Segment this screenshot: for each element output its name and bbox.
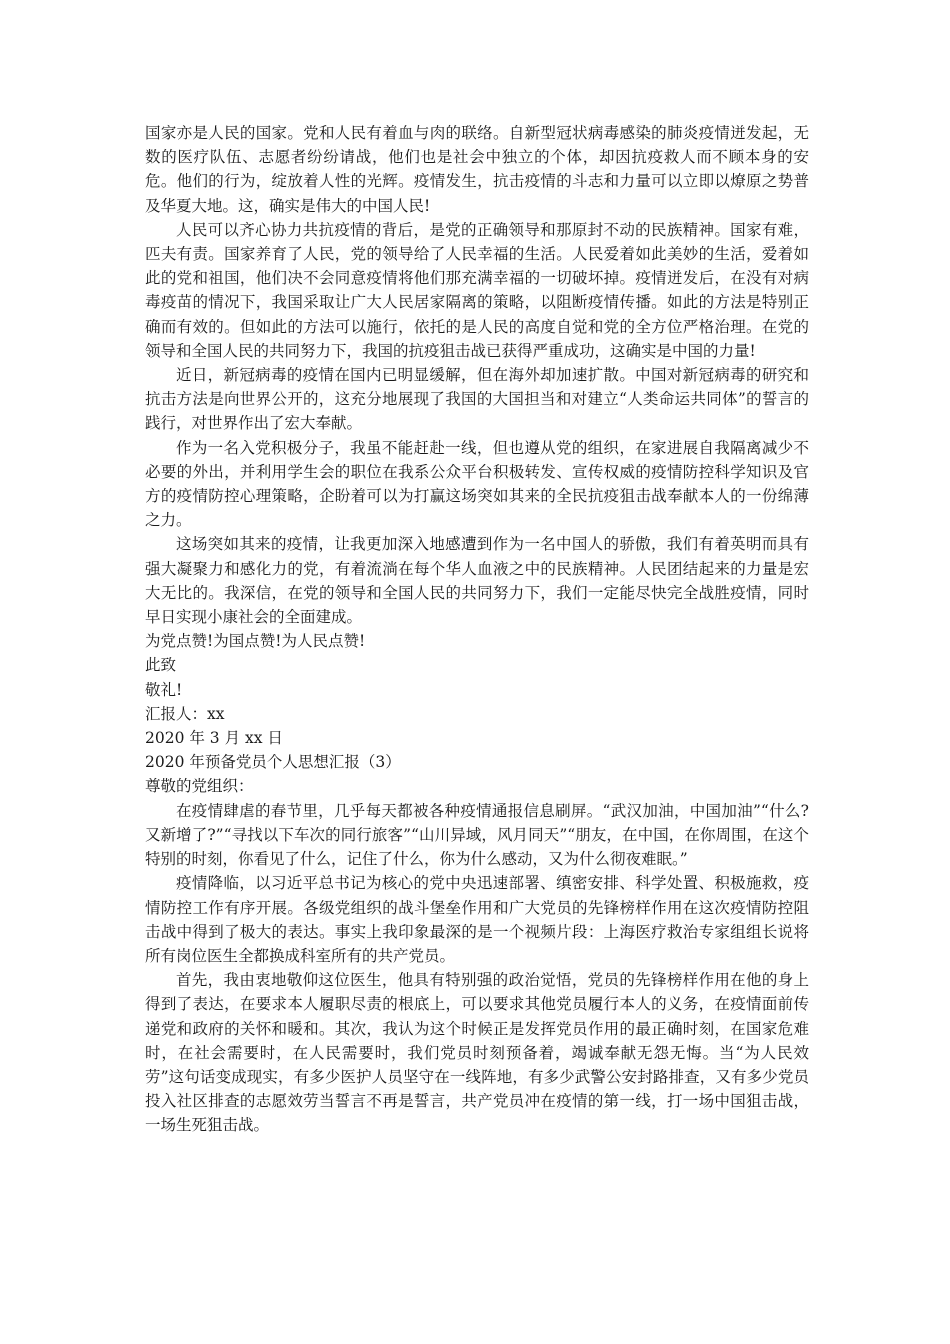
paragraph-people-nation: 国家亦是人民的国家。党和人民有着血与肉的联络。自新型冠状病毒感染的肺炎疫情迸发起，无数的医疗队伍、志愿者纷纷请战，他们也是社会中独立的个体，却因抗疫救人而不顾本身的安危。他们的行为，绽放着人性的光辉。疫情发生，抗击疫情的斗志和力量可以立即以燎原之势普及华夏大地。这，确实是伟大的中国人民! [145, 124, 809, 215]
paragraph-spring-festival: 在疫情肆虐的春节里，几乎每天都被各种疫情通报信息刷屏。“武汉加油，中国加油”“什么?又新增了?”“寻找以下车次的同行旅客”“山川异域，风月同天”“朋友，在中国，在你周围，在这个特别的时刻，你看见了什么，记住了什么，你为什么感动，又为什么彻夜难眠。” [145, 801, 809, 869]
closing-salutation: 此致 [145, 656, 177, 675]
reporter-line: 汇报人：xx [145, 704, 225, 723]
document-body [145, 121, 809, 1138]
paragraph-pride: 这场突如其来的疫情，让我更加深入地感遭到作为一名中国人的骄傲，我们有着英明而具有强大凝聚力和感化力的党，有着流淌在每个华人血液之中的民族精神。人民团结起来的力量是宏大无比的。我深信，在党的领导和全国人民的共同努力下，我们一定能尽快完全战胜疫情，同时早日实现小康社会的全面建成。 [145, 535, 809, 627]
paragraph-central-committee: 疫情降临，以习近平总书记为核心的党中央迅速部署、缜密安排、科学处置、积极施救，疫情防控工作有序开展。各级党组织的战斗堡垒作用和广大党员的先锋榜样作用在这次疫情防控阻击战中得到了极大的表达。事实上我印象最深的是一个视频片段：上海医疗救治专家组组长说将所有岗位医生全都换成科室所有的共产党员。 [145, 874, 809, 965]
paragraph-activist-role: 作为一名入党积极分子，我虽不能赶赴一线，但也遵从党的组织，在家进展自我隔离减少不必要的外出，并利用学生会的职位在我系公众平台积极转发、宣传权威的疫情防控科学知识及官方的疫情防控心理策略，企盼着可以为打赢这场突如其来的全民抗疫狙击战奉献本人的一份绵薄之力。 [145, 438, 809, 530]
closing-regards: 敬礼! [145, 680, 183, 699]
greeting-line: 尊敬的党组织： [145, 777, 254, 796]
paragraph-doctor-admiration: 首先，我由衷地敬仰这位医生，他具有特别强的政治觉悟，党员的先锋榜样作用在他的身上得到了表达，在要求本人履职尽责的根底上，可以要求其他党员履行本人的义务，在疫情面前传递党和政府的关怀和暖和。其次，我认为这个时候正是发挥党员作用的最正确时刻，在国家危难时，在社会需要时，在人民需要时，我们党员时刻预备着，竭诚奉献无怨无悔。当“为人民效劳”这句话变成现实，有多少医护人员坚守在一线阵地，有多少武警公安封路排查，又有多少党员投入社区排查的志愿效劳当誓言不再是誓言，共产党员冲在疫情的第一线，打一场中国狙击战，一场生死狙击战。 [145, 971, 809, 1135]
paragraph-global-spread: 近日，新冠病毒的疫情在国内已明显缓解，但在海外却加速扩散。中国对新冠病毒的研究和抗击方法是向世界公开的，这充分地展现了我国的大国担当和对建立“人类命运共同体”的誓言的践行，对世界作出了宏大奉献。 [145, 366, 809, 433]
paragraph-party-leadership: 人民可以齐心协力共抗疫情的背后，是党的正确领导和那原封不动的民族精神。国家有难，匹夫有责。国家养育了人民，党的领导给了人民幸福的生活。人民爱着如此美妙的生活，爱着如此的党和祖国，他们决不会同意疫情将他们那充满幸福的一切破坏掉。疫情迸发后，在没有对病毒疫苗的情况下，我国采取让广大人民居家隔离的策略，以阻断疫情传播。如此的方法是特别正确而有效的。但如此的方法可以施行，依托的是人民的高度自觉和党的全方位严格治理。在党的领导和全国人民的共同努力下，我国的抗疫狙击战已获得严重成功，这确实是中国的力量! [145, 220, 809, 360]
date-line: 2020 年 3 月 xx 日 [145, 729, 283, 748]
paragraph-praise: 为党点赞!为国点赞!为人民点赞! [145, 632, 366, 651]
section-title: 2020 年预备党员个人思想汇报（3） [145, 753, 401, 772]
